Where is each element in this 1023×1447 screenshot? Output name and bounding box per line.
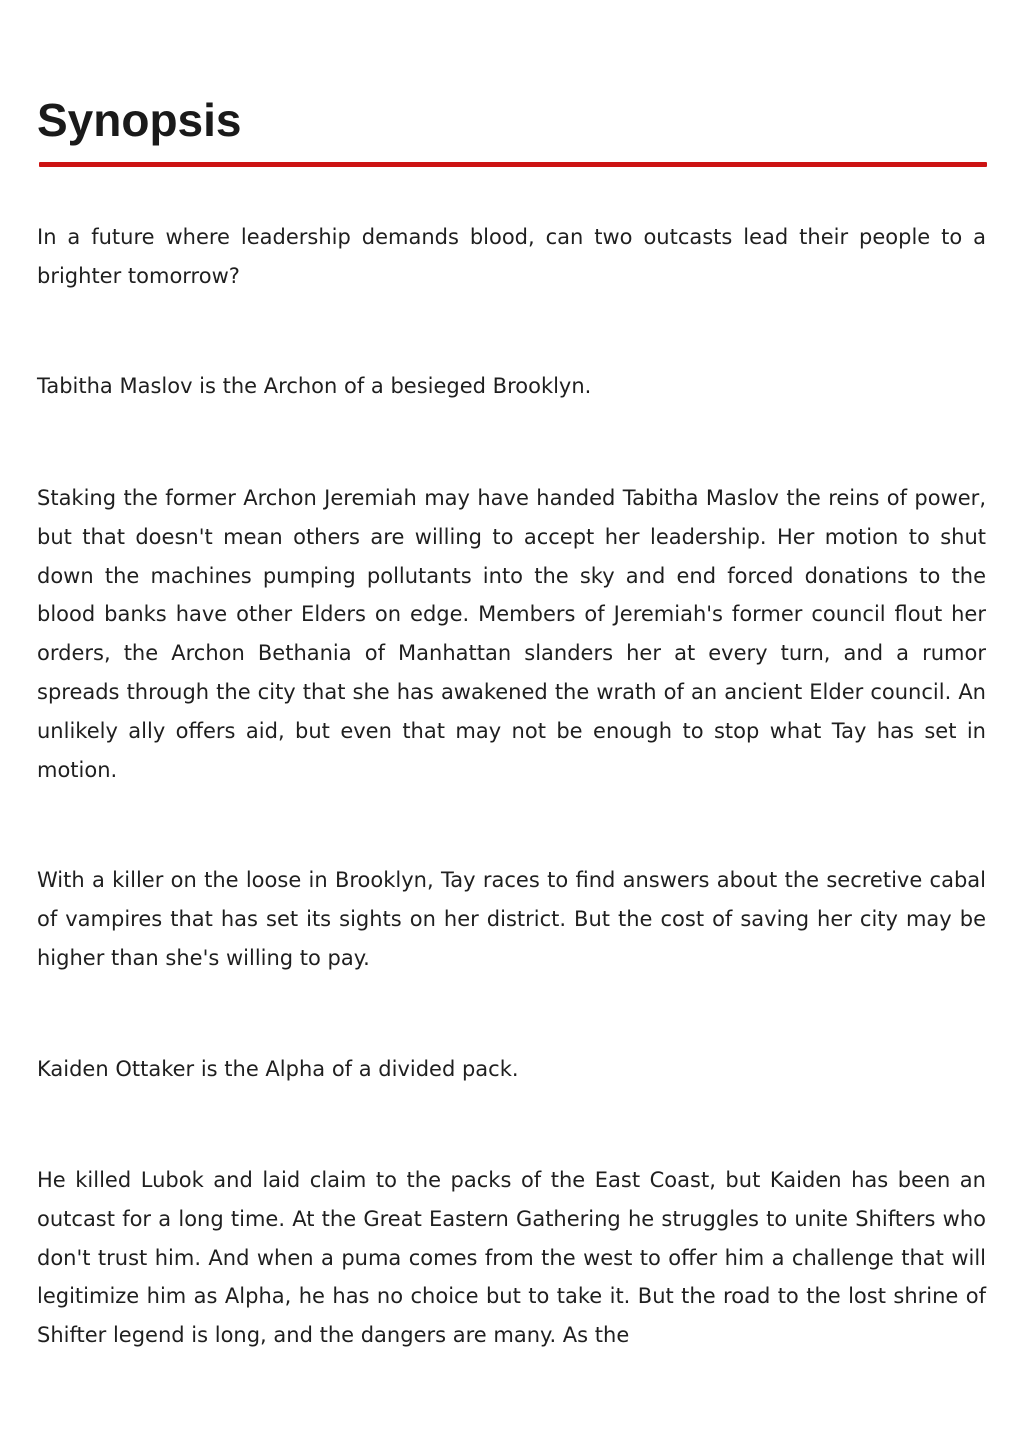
title-divider	[39, 162, 987, 167]
paragraph-tabitha-story: Staking the former Archon Jeremiah may have handed Tabitha Maslov the reins of power, but that doesn't mean others are willing to accept her leadership. Her motion to shut down the machines pumping pollutants into the sky and end forced donations to the blood banks have other Elders on edge. Members of Jeremiah's former council flout her orders, the Archon Bethania of Manhattan slanders her at every turn, and a rumor spreads through the city that she has awakened the wrath of an ancient Elder council. An unlikely ally offers aid, but even that may not be enough to stop what Tay has set in motion.	[37, 486, 986, 782]
paragraph-kaiden-heading: Kaiden Ottaker is the Alpha of a divided pack.	[37, 1057, 519, 1081]
paragraph-brooklyn-killer: With a killer on the loose in Brooklyn, Tay races to find answers about the secretive cabal of vampires that has set its sights on her district. But the cost of saving her city may be higher than she's willing to pay.	[37, 868, 986, 970]
paragraph-kaiden-story: He killed Lubok and laid claim to the packs of the East Coast, but Kaiden has been an outcast for a long time. At the Great Eastern Gathering he struggles to unite Shifters who don't trust him. And when a puma comes from the west to offer him a challenge that will legitimize him as Alpha, he has no choice but to take it. But the road to the lost shrine of Shifter legend is long, and the dangers are many. As the	[37, 1168, 986, 1348]
paragraph-intro: In a future where leadership demands blood, can two outcasts lead their people to a brighter tomorrow?	[37, 225, 986, 288]
paragraph-tabitha-heading: Tabitha Maslov is the Archon of a besieged Brooklyn.	[37, 374, 592, 398]
page-title: Synopsis	[37, 94, 242, 146]
